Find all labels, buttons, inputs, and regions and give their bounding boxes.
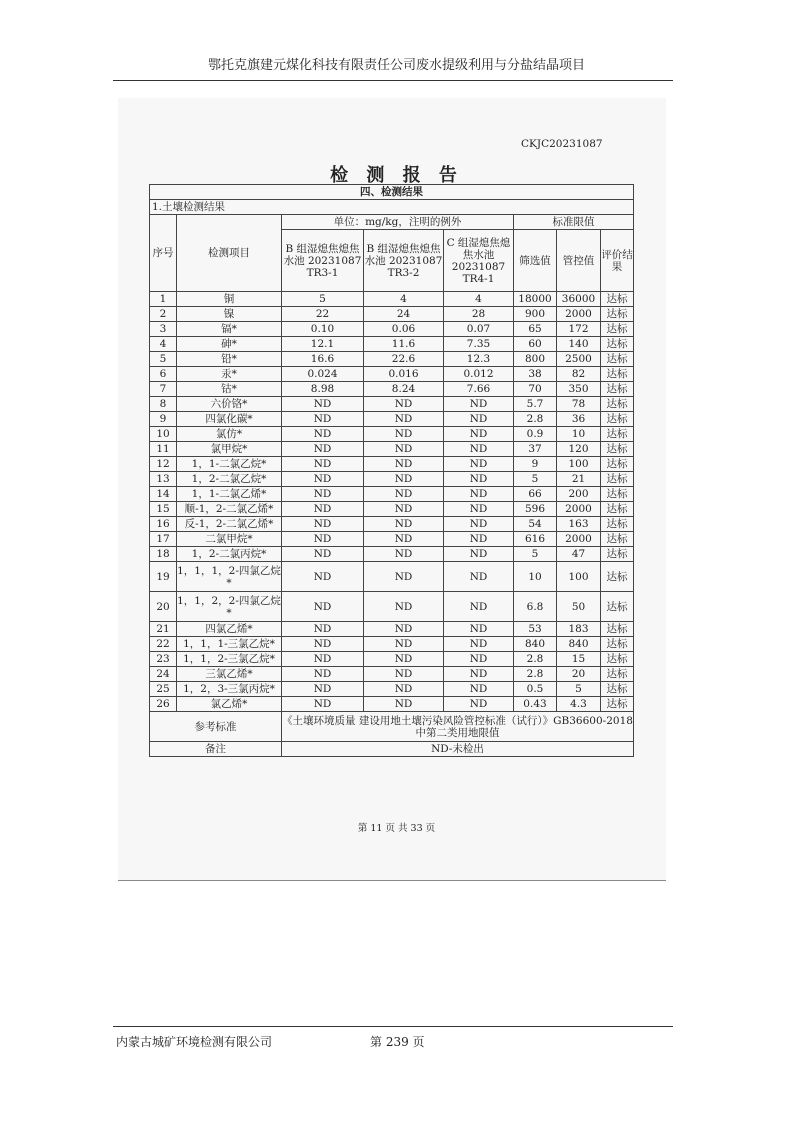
table-row [150, 472, 634, 487]
row-sample-3: ND [444, 412, 514, 427]
remark-label: 备注 [150, 742, 282, 757]
row-sample-2: ND [364, 682, 444, 697]
row-item: 1，1，1，2-四氯乙烷* [177, 562, 282, 592]
row-control: 10 [557, 427, 601, 442]
row-screening: 60 [514, 337, 557, 352]
header-item: 检测项目 [177, 215, 282, 292]
table-row [150, 532, 634, 547]
row-sample-1: ND [282, 532, 364, 547]
row-screening: 2.8 [514, 412, 557, 427]
report-page-indicator: 第 11 页 共 33 页 [357, 823, 436, 834]
row-sample-3: ND [444, 622, 514, 637]
row-sample-2: ND [364, 652, 444, 667]
row-screening: 800 [514, 352, 557, 367]
row-item: 二氯甲烷* [177, 532, 282, 547]
row-item: 氯仿* [177, 427, 282, 442]
row-sample-1: ND [282, 457, 364, 472]
row-sample-1: ND [282, 442, 364, 457]
row-sample-2: ND [364, 517, 444, 532]
row-control: 840 [557, 637, 601, 652]
row-evaluation: 达标 [601, 652, 634, 667]
row-sample-1: 12.1 [282, 337, 364, 352]
row-sample-2: ND [364, 667, 444, 682]
row-control: 36000 [557, 292, 601, 307]
row-item: 四氯乙烯* [177, 622, 282, 637]
row-evaluation: 达标 [601, 427, 634, 442]
row-seq: 19 [150, 562, 177, 592]
row-seq: 12 [150, 457, 177, 472]
report-title: 检 测 报 告 [330, 165, 463, 186]
row-sample-1: ND [282, 397, 364, 412]
row-seq: 10 [150, 427, 177, 442]
row-control: 21 [557, 472, 601, 487]
row-control: 2000 [557, 532, 601, 547]
row-evaluation: 达标 [601, 382, 634, 397]
table-row [150, 562, 634, 592]
row-control: 20 [557, 667, 601, 682]
row-sample-2: ND [364, 532, 444, 547]
unit-note: 单位：mg/kg，注明的例外 [282, 215, 514, 230]
table-row [150, 637, 634, 652]
row-seq: 4 [150, 337, 177, 352]
row-sample-1: ND [282, 622, 364, 637]
row-sample-3: ND [444, 427, 514, 442]
remark-text: ND-未检出 [282, 742, 634, 757]
row-seq: 9 [150, 412, 177, 427]
table-row [150, 412, 634, 427]
footer-divider [113, 1026, 673, 1027]
table-row [150, 682, 634, 697]
row-sample-2: ND [364, 547, 444, 562]
row-sample-1: ND [282, 562, 364, 592]
row-control: 78 [557, 397, 601, 412]
row-screening: 5 [514, 472, 557, 487]
row-evaluation: 达标 [601, 667, 634, 682]
row-item: 顺-1，2-二氯乙烯* [177, 502, 282, 517]
row-control: 163 [557, 517, 601, 532]
row-sample-3: ND [444, 697, 514, 712]
row-sample-1: 0.024 [282, 367, 364, 382]
table-row [150, 382, 634, 397]
row-sample-2: ND [364, 502, 444, 517]
row-screening: 6.8 [514, 592, 557, 622]
row-sample-3: ND [444, 532, 514, 547]
row-sample-2: 11.6 [364, 337, 444, 352]
row-sample-3: 0.012 [444, 367, 514, 382]
row-item: 氯乙烯* [177, 697, 282, 712]
row-seq: 3 [150, 322, 177, 337]
row-screening: 65 [514, 322, 557, 337]
row-seq: 16 [150, 517, 177, 532]
row-sample-1: ND [282, 412, 364, 427]
row-screening: 5 [514, 547, 557, 562]
table-row [150, 592, 634, 622]
row-seq: 1 [150, 292, 177, 307]
result-rows [150, 292, 634, 712]
row-control: 15 [557, 652, 601, 667]
row-seq: 25 [150, 682, 177, 697]
row-sample-2: ND [364, 697, 444, 712]
table-row [150, 517, 634, 532]
row-screening: 0.43 [514, 697, 557, 712]
row-control: 120 [557, 442, 601, 457]
row-sample-2: ND [364, 472, 444, 487]
row-sample-1: ND [282, 667, 364, 682]
header-sample-2: B 组湿熄焦熄焦水池 20231087 TR3-2 [364, 230, 444, 292]
subsection-title: 1.土壤检测结果 [150, 200, 634, 215]
row-sample-3: ND [444, 442, 514, 457]
row-control: 47 [557, 547, 601, 562]
row-sample-2: 24 [364, 307, 444, 322]
row-screening: 10 [514, 562, 557, 592]
row-evaluation: 达标 [601, 562, 634, 592]
row-item: 铅* [177, 352, 282, 367]
row-item: 1，1，2-三氯乙烷* [177, 652, 282, 667]
row-sample-1: ND [282, 547, 364, 562]
row-control: 36 [557, 412, 601, 427]
row-sample-1: ND [282, 682, 364, 697]
row-control: 200 [557, 487, 601, 502]
row-sample-1: 16.6 [282, 352, 364, 367]
table-row [150, 487, 634, 502]
row-sample-3: 0.07 [444, 322, 514, 337]
row-control: 5 [557, 682, 601, 697]
row-evaluation: 达标 [601, 517, 634, 532]
row-item: 钴* [177, 382, 282, 397]
header-sample-1: B 组湿熄焦熄焦水池 20231087 TR3-1 [282, 230, 364, 292]
row-sample-2: ND [364, 412, 444, 427]
row-screening: 9 [514, 457, 557, 472]
row-sample-3: ND [444, 652, 514, 667]
row-evaluation: 达标 [601, 337, 634, 352]
section-title: 四、检测结果 [150, 185, 634, 200]
row-evaluation: 达标 [601, 352, 634, 367]
row-control: 2000 [557, 502, 601, 517]
row-screening: 616 [514, 532, 557, 547]
row-control: 2000 [557, 307, 601, 322]
soil-results-table [149, 184, 634, 757]
row-control: 172 [557, 322, 601, 337]
row-evaluation: 达标 [601, 622, 634, 637]
row-sample-3: ND [444, 592, 514, 622]
row-seq: 24 [150, 667, 177, 682]
row-sample-3: ND [444, 517, 514, 532]
row-control: 2500 [557, 352, 601, 367]
row-screening: 840 [514, 637, 557, 652]
table-row [150, 442, 634, 457]
row-sample-3: ND [444, 487, 514, 502]
row-sample-3: ND [444, 472, 514, 487]
table-row [150, 622, 634, 637]
row-sample-3: 28 [444, 307, 514, 322]
row-item: 氯甲烷* [177, 442, 282, 457]
table-row [150, 547, 634, 562]
row-sample-1: 8.98 [282, 382, 364, 397]
row-control: 140 [557, 337, 601, 352]
row-seq: 26 [150, 697, 177, 712]
row-evaluation: 达标 [601, 367, 634, 382]
row-sample-3: ND [444, 547, 514, 562]
row-sample-3: 4 [444, 292, 514, 307]
row-screening: 54 [514, 517, 557, 532]
row-screening: 0.5 [514, 682, 557, 697]
row-control: 350 [557, 382, 601, 397]
row-seq: 14 [150, 487, 177, 502]
footer-company: 内蒙古城矿环境检测有限公司 [116, 1035, 273, 1049]
row-evaluation: 达标 [601, 397, 634, 412]
row-sample-2: ND [364, 562, 444, 592]
row-control: 82 [557, 367, 601, 382]
table-row [150, 337, 634, 352]
row-sample-2: ND [364, 427, 444, 442]
row-sample-3: ND [444, 682, 514, 697]
row-screening: 66 [514, 487, 557, 502]
row-sample-2: ND [364, 622, 444, 637]
table-row [150, 457, 634, 472]
row-sample-1: 5 [282, 292, 364, 307]
table-row [150, 652, 634, 667]
row-seq: 7 [150, 382, 177, 397]
row-item: 1，1-二氯乙烯* [177, 487, 282, 502]
row-sample-3: 12.3 [444, 352, 514, 367]
footer-page-number: 第 239 页 [370, 1035, 425, 1049]
row-item: 1，2-二氯丙烷* [177, 547, 282, 562]
row-evaluation: 达标 [601, 457, 634, 472]
row-sample-1: ND [282, 472, 364, 487]
row-item: 汞* [177, 367, 282, 382]
row-item: 1，2-二氯乙烷* [177, 472, 282, 487]
row-evaluation: 达标 [601, 697, 634, 712]
table-row [150, 427, 634, 442]
row-sample-2: 8.24 [364, 382, 444, 397]
row-seq: 17 [150, 532, 177, 547]
row-seq: 20 [150, 592, 177, 622]
row-sample-3: ND [444, 562, 514, 592]
row-evaluation: 达标 [601, 487, 634, 502]
row-evaluation: 达标 [601, 442, 634, 457]
row-evaluation: 达标 [601, 322, 634, 337]
row-screening: 18000 [514, 292, 557, 307]
row-seq: 5 [150, 352, 177, 367]
row-sample-3: 7.35 [444, 337, 514, 352]
row-item: 四氯化碳* [177, 412, 282, 427]
row-sample-1: 22 [282, 307, 364, 322]
row-sample-1: ND [282, 517, 364, 532]
header-seq: 序号 [150, 215, 177, 292]
row-sample-1: ND [282, 637, 364, 652]
row-evaluation: 达标 [601, 637, 634, 652]
header-screening-value: 筛选值 [514, 230, 557, 292]
row-sample-1: ND [282, 652, 364, 667]
row-item: 六价铬* [177, 397, 282, 412]
table-row [150, 502, 634, 517]
row-item: 反-1，2-二氯乙烯* [177, 517, 282, 532]
standard-limits-header: 标准限值 [514, 215, 634, 230]
table-row [150, 697, 634, 712]
row-sample-1: ND [282, 487, 364, 502]
row-item: 1，1-二氯乙烷* [177, 457, 282, 472]
row-evaluation: 达标 [601, 502, 634, 517]
report-code: CKJC20231087 [521, 138, 603, 150]
row-sample-1: 0.10 [282, 322, 364, 337]
row-sample-2: ND [364, 637, 444, 652]
row-sample-1: ND [282, 697, 364, 712]
row-item: 1，1，1-三氯乙烷* [177, 637, 282, 652]
row-item: 镉* [177, 322, 282, 337]
row-screening: 37 [514, 442, 557, 457]
reference-standard: 《土壤环境质量 建设用地土壤污染风险管控标准（试行）》GB36600-2018 中第二类用地限值 [282, 712, 634, 742]
table-row [150, 292, 634, 307]
row-screening: 70 [514, 382, 557, 397]
header-control-value: 管控值 [557, 230, 601, 292]
row-item: 三氯乙烯* [177, 667, 282, 682]
row-sample-2: ND [364, 487, 444, 502]
row-sample-1: ND [282, 427, 364, 442]
row-seq: 8 [150, 397, 177, 412]
row-sample-3: ND [444, 637, 514, 652]
row-sample-3: 7.66 [444, 382, 514, 397]
row-item: 1，1，2，2-四氯乙烷* [177, 592, 282, 622]
row-sample-2: ND [364, 457, 444, 472]
row-seq: 22 [150, 637, 177, 652]
row-screening: 38 [514, 367, 557, 382]
row-item: 1，2，3-三氯丙烷* [177, 682, 282, 697]
row-sample-1: ND [282, 502, 364, 517]
row-item: 镍 [177, 307, 282, 322]
reference-label: 参考标准 [150, 712, 282, 742]
row-control: 100 [557, 562, 601, 592]
table-row [150, 367, 634, 382]
row-seq: 15 [150, 502, 177, 517]
row-screening: 900 [514, 307, 557, 322]
table-row [150, 352, 634, 367]
row-sample-2: 4 [364, 292, 444, 307]
table-row [150, 397, 634, 412]
row-screening: 53 [514, 622, 557, 637]
row-screening: 2.8 [514, 667, 557, 682]
row-sample-3: ND [444, 397, 514, 412]
row-seq: 11 [150, 442, 177, 457]
row-sample-2: 22.6 [364, 352, 444, 367]
row-evaluation: 达标 [601, 472, 634, 487]
row-sample-1: ND [282, 592, 364, 622]
row-seq: 2 [150, 307, 177, 322]
row-control: 50 [557, 592, 601, 622]
row-control: 183 [557, 622, 601, 637]
row-evaluation: 达标 [601, 682, 634, 697]
row-evaluation: 达标 [601, 292, 634, 307]
row-evaluation: 达标 [601, 592, 634, 622]
row-screening: 2.8 [514, 652, 557, 667]
table-row [150, 322, 634, 337]
row-sample-2: 0.016 [364, 367, 444, 382]
row-control: 4.3 [557, 697, 601, 712]
row-seq: 13 [150, 472, 177, 487]
header-evaluation: 评价结果 [601, 230, 634, 292]
document-header-title: 鄂托克旗建元煤化科技有限责任公司废水提级利用与分盐结晶项目 [207, 58, 585, 73]
row-sample-2: ND [364, 442, 444, 457]
row-seq: 6 [150, 367, 177, 382]
row-sample-3: ND [444, 502, 514, 517]
row-sample-2: ND [364, 592, 444, 622]
header-divider [113, 80, 673, 81]
row-item: 砷* [177, 337, 282, 352]
row-evaluation: 达标 [601, 412, 634, 427]
row-screening: 5.7 [514, 397, 557, 412]
row-sample-3: ND [444, 667, 514, 682]
row-sample-2: ND [364, 397, 444, 412]
header-sample-3: C 组湿熄焦熄焦水池 20231087 TR4-1 [444, 230, 514, 292]
row-evaluation: 达标 [601, 307, 634, 322]
row-seq: 23 [150, 652, 177, 667]
table-row [150, 307, 634, 322]
table-row [150, 667, 634, 682]
row-screening: 596 [514, 502, 557, 517]
row-sample-2: 0.06 [364, 322, 444, 337]
row-screening: 0.9 [514, 427, 557, 442]
row-evaluation: 达标 [601, 532, 634, 547]
row-item: 铜 [177, 292, 282, 307]
row-seq: 18 [150, 547, 177, 562]
row-evaluation: 达标 [601, 547, 634, 562]
row-sample-3: ND [444, 457, 514, 472]
row-seq: 21 [150, 622, 177, 637]
row-control: 100 [557, 457, 601, 472]
